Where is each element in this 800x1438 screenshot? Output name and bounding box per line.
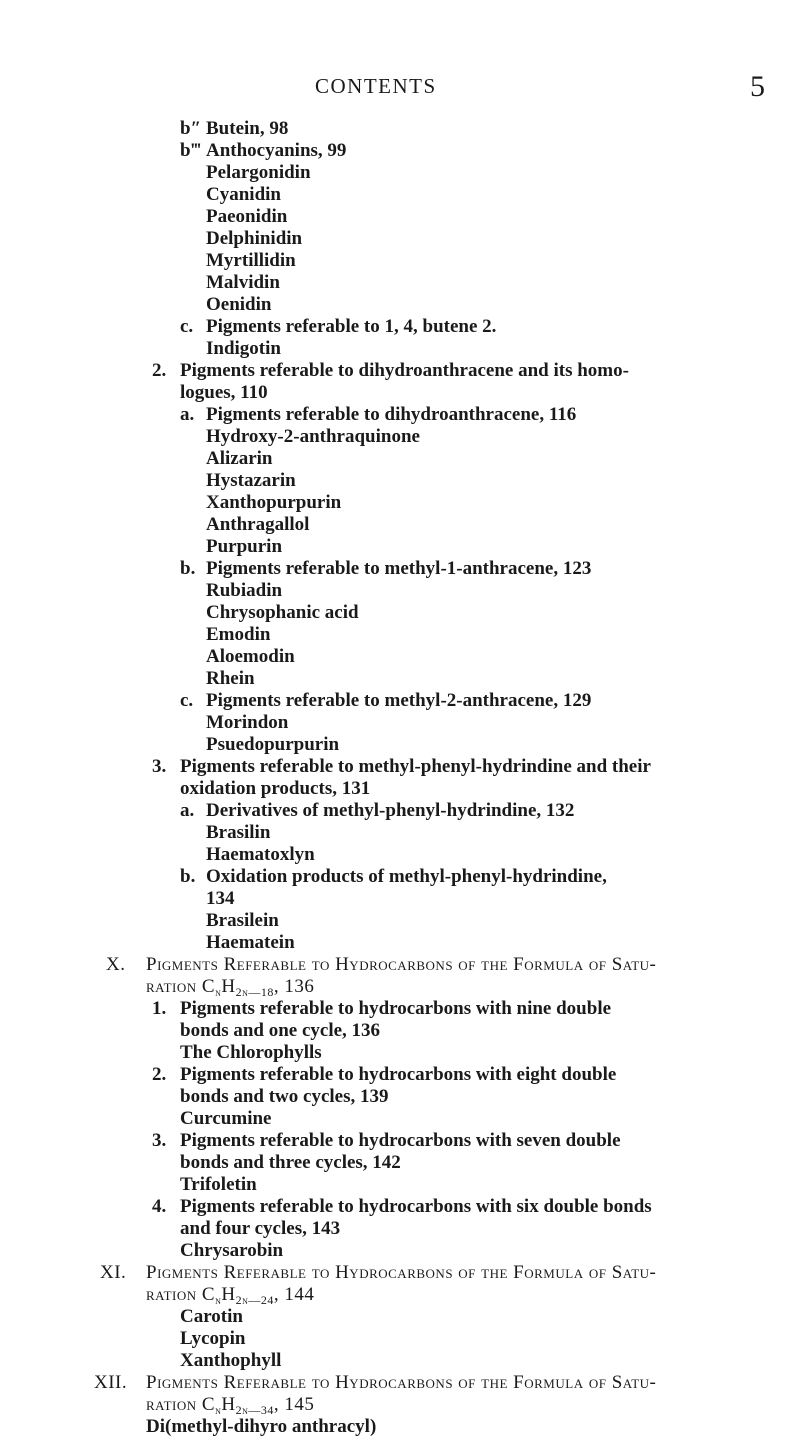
entry-text: Haematein <box>206 932 295 953</box>
entry-label: b″ <box>180 118 202 139</box>
toc-formula-line <box>146 1394 314 1416</box>
toc-entry <box>180 690 591 712</box>
entry-text: Delphinidin <box>206 228 303 249</box>
entry-label: 1. <box>152 998 167 1019</box>
toc-entry <box>180 1108 271 1130</box>
entry-text: Pigments Referable to Hydrocarbons of the Formula of Satu- <box>146 954 657 975</box>
entry-text: Paeonidin <box>206 206 288 227</box>
entry-text: Lycopin <box>180 1328 246 1349</box>
entry-label: c. <box>180 316 194 337</box>
entry-text: Pigments referable to hydrocarbons with eight double <box>180 1064 617 1085</box>
entry-text: Chrysarobin <box>180 1240 284 1261</box>
formula-subscript: 2n—18 <box>235 985 274 999</box>
toc-entry <box>206 492 341 514</box>
entry-text: 134 <box>206 888 235 909</box>
entry-text: Xanthopurpurin <box>206 492 342 513</box>
formula-symbol: H <box>221 1394 236 1415</box>
toc-entry <box>180 382 268 404</box>
entry-text: bonds and one cycle, 136 <box>180 1020 381 1041</box>
entry-text: Myrtillidin <box>206 250 296 271</box>
entry-text: Cyanidin <box>206 184 281 205</box>
entry-text: Morindon <box>206 712 289 733</box>
page-ref: , 136 <box>273 976 315 997</box>
toc-entry <box>206 338 281 360</box>
entry-text: Pigments referable to hydrocarbons with six double bonds <box>180 1196 652 1217</box>
entry-text: Pigments referable to methyl-1-anthracene, 123 <box>206 558 592 579</box>
entry-text: Pigments referable to dihydroanthracene, 116 <box>206 404 577 425</box>
toc-entry <box>152 756 651 778</box>
entry-text: Malvidin <box>206 272 280 293</box>
toc-section-heading <box>106 954 656 976</box>
toc-entry <box>180 1174 257 1196</box>
toc-formula-line <box>146 976 314 998</box>
entry-label: 2. <box>152 1064 167 1085</box>
entry-text: Chrysophanic acid <box>206 602 359 623</box>
formula-subscript: n <box>215 1403 222 1417</box>
toc-entry <box>206 470 296 492</box>
entry-text: Di(methyl-dihyro anthracyl) <box>146 1416 377 1437</box>
entry-text: Carotin <box>180 1306 243 1327</box>
toc-entry <box>180 1240 283 1262</box>
toc-entry <box>206 294 271 316</box>
toc-entry <box>152 360 629 382</box>
entry-label: a. <box>180 404 195 425</box>
page-ref: , 145 <box>273 1394 315 1415</box>
toc-entry <box>206 844 315 866</box>
page-ref: , 144 <box>273 1284 315 1305</box>
entry-text: Butein, 98 <box>206 118 289 139</box>
formula-symbol: H <box>221 976 236 997</box>
entry-text: bonds and three cycles, 142 <box>180 1152 401 1173</box>
entry-label: c. <box>180 690 194 711</box>
running-head-title: CONTENTS <box>315 74 437 98</box>
entry-text: Rubiadin <box>206 580 283 601</box>
entry-text: Pigments referable to hydrocarbons with nine double <box>180 998 612 1019</box>
toc-section-heading <box>94 1372 656 1394</box>
toc-entry <box>206 888 235 910</box>
entry-text: ration C <box>146 1394 216 1415</box>
toc-entry <box>180 558 591 580</box>
toc-entry <box>206 624 270 646</box>
toc-entry <box>180 778 370 800</box>
toc-entry <box>152 998 611 1020</box>
entry-label: b. <box>180 558 196 579</box>
toc-entry <box>180 1020 380 1042</box>
toc-entry <box>146 1416 376 1438</box>
entry-label: 2. <box>152 360 167 381</box>
toc-entry <box>152 1064 616 1086</box>
entry-text: Anthocyanins, 99 <box>206 140 347 161</box>
toc-entry <box>180 140 346 162</box>
toc-section-heading <box>100 1262 656 1284</box>
entry-text: Pigments referable to methyl-phenyl-hydrindine and their <box>180 756 651 777</box>
entry-text: Trifoletin <box>180 1174 257 1195</box>
entry-text: Brasilein <box>206 910 279 931</box>
entry-text: bonds and two cycles, 139 <box>180 1086 389 1107</box>
toc-entry <box>180 1328 245 1350</box>
entry-text: Pigments referable to 1, 4, butene 2. <box>206 316 497 337</box>
toc-entry <box>206 580 282 602</box>
toc-entry <box>206 602 359 624</box>
entry-text: Oenidin <box>206 294 272 315</box>
entry-text: ration C <box>146 1284 216 1305</box>
entry-text: Hydroxy-2-anthraquinone <box>206 426 420 447</box>
toc-entry <box>180 1042 322 1064</box>
entry-text: Anthragallol <box>206 514 310 535</box>
toc-entry <box>206 910 279 932</box>
toc-entry <box>180 118 288 140</box>
toc-formula-line <box>146 1284 314 1306</box>
entry-text: Haematoxlyn <box>206 844 315 865</box>
toc-entry <box>206 668 255 690</box>
toc-entry <box>152 1196 652 1218</box>
toc-entry <box>180 800 574 822</box>
entry-text: Pigments referable to methyl-2-anthracene, 129 <box>206 690 592 711</box>
entry-text: Psuedopurpurin <box>206 734 340 755</box>
toc-entry <box>206 932 295 954</box>
entry-text: Oxidation products of methyl-phenyl-hydrindine, <box>206 866 607 887</box>
toc-entry <box>206 514 309 536</box>
toc-entry <box>206 536 282 558</box>
toc-entry <box>206 162 311 184</box>
entry-label: 3. <box>152 756 167 777</box>
entry-text: Aloemodin <box>206 646 295 667</box>
section-numeral: X. <box>106 954 126 975</box>
entry-label: 3. <box>152 1130 167 1151</box>
entry-text: Pigments Referable to Hydrocarbons of the Formula of Satu- <box>146 1262 657 1283</box>
entry-text: Pigments Referable to Hydrocarbons of the Formula of Satu- <box>146 1372 657 1393</box>
page-number: 5 <box>750 70 765 103</box>
toc-entry <box>206 250 296 272</box>
entry-text: Derivatives of methyl-phenyl-hydrindine, 132 <box>206 800 575 821</box>
entry-text: Indigotin <box>206 338 281 359</box>
formula-symbol: H <box>221 1284 236 1305</box>
toc-entry <box>206 734 339 756</box>
entry-label: b‴ <box>180 140 202 161</box>
toc-entry <box>206 206 287 228</box>
toc-entry <box>180 1086 389 1108</box>
entry-text: Rhein <box>206 668 255 689</box>
toc-entry <box>206 426 420 448</box>
entry-label: a. <box>180 800 195 821</box>
entry-text: Brasilin <box>206 822 271 843</box>
page-header <box>0 70 800 106</box>
section-numeral: XII. <box>94 1372 128 1393</box>
toc-entry <box>180 1152 401 1174</box>
entry-text: Pigments referable to dihydroanthracene and its homo- <box>180 360 629 381</box>
entry-text: Hystazarin <box>206 470 296 491</box>
entry-text: Purpurin <box>206 536 283 557</box>
entry-text: oxidation products, 131 <box>180 778 371 799</box>
toc-entry <box>206 184 281 206</box>
entry-text: Xanthophyll <box>180 1350 282 1371</box>
entry-text: The Chlorophylls <box>180 1042 322 1063</box>
toc-entry <box>206 646 295 668</box>
toc-entry <box>180 1306 243 1328</box>
section-numeral: XI. <box>100 1262 127 1283</box>
toc-entry <box>180 1350 281 1372</box>
toc-entry <box>180 316 496 338</box>
toc-entry <box>152 1130 621 1152</box>
toc-entry <box>180 404 576 426</box>
formula-subscript: 2n—24 <box>235 1293 274 1307</box>
formula-subscript: n <box>215 1293 222 1307</box>
entry-text: Emodin <box>206 624 271 645</box>
entry-text: Pigments referable to hydrocarbons with seven double <box>180 1130 621 1151</box>
formula-subscript: n <box>215 985 222 999</box>
entry-label: b. <box>180 866 196 887</box>
formula-subscript: 2n—34 <box>235 1403 274 1417</box>
entry-text: Alizarin <box>206 448 273 469</box>
toc-entry <box>206 448 273 470</box>
entry-text: Pelargonidin <box>206 162 311 183</box>
toc-entry <box>206 822 270 844</box>
entry-text: and four cycles, 143 <box>180 1218 341 1239</box>
entry-text: ration C <box>146 976 216 997</box>
toc-entry <box>180 1218 340 1240</box>
entry-text: Curcumine <box>180 1108 272 1129</box>
toc-entry <box>206 712 288 734</box>
toc-entry <box>206 272 280 294</box>
entry-text: logues, 110 <box>180 382 268 403</box>
toc-entry <box>180 866 607 888</box>
entry-label: 4. <box>152 1196 167 1217</box>
toc-entry <box>206 228 302 250</box>
